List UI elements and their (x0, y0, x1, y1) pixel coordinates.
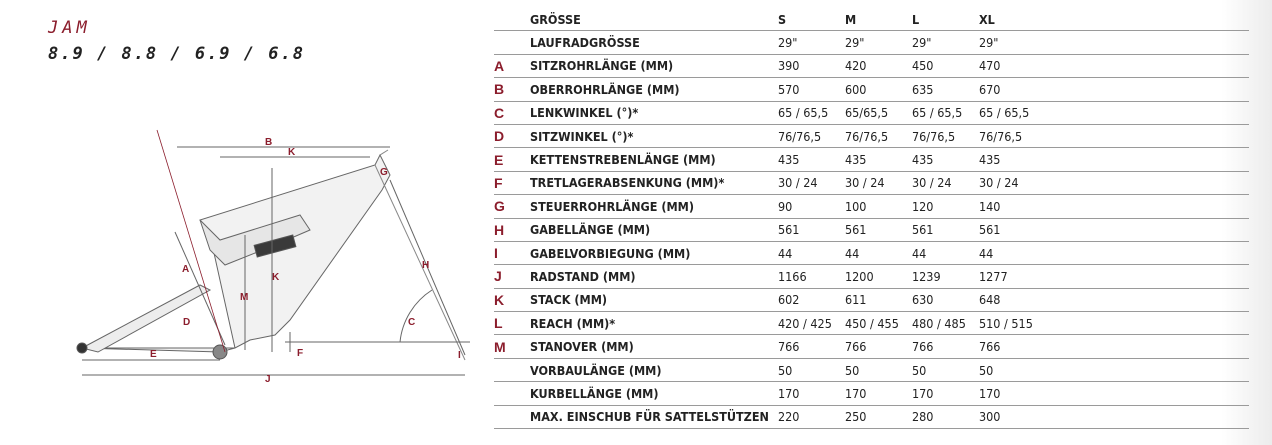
row-letter: G (494, 195, 530, 218)
row-value-m: 561 (845, 218, 912, 241)
row-label: KETTENSTREBENLÄNGE (MM) (530, 148, 778, 171)
row-value-m: 600 (845, 78, 912, 101)
row-value-xl: 1277 (979, 265, 1046, 288)
table-row (494, 382, 1249, 405)
table-row (494, 54, 1249, 77)
row-value-m: 76/76,5 (845, 124, 912, 147)
row-value-m: 766 (845, 335, 912, 358)
table-row (494, 241, 1249, 264)
row-value-s: 390 (778, 54, 845, 77)
row-value-m: 420 (845, 54, 912, 77)
table-header-row (494, 8, 1249, 31)
diagram-label-b: B (265, 137, 273, 148)
row-value-l: 480 / 485 (912, 312, 979, 335)
row-letter: B (494, 78, 530, 101)
row-letter (494, 382, 530, 405)
row-value-m: 29" (845, 31, 912, 54)
row-value-s: 76/76,5 (778, 124, 845, 147)
row-letter: C (494, 101, 530, 124)
row-value-m: 170 (845, 382, 912, 405)
row-value-l: 50 (912, 358, 979, 381)
row-value-m: 44 (845, 241, 912, 264)
row-value-m: 250 (845, 405, 912, 428)
row-letter: F (494, 171, 530, 194)
diagram-label-h: H (422, 260, 430, 271)
row-letter: E (494, 148, 530, 171)
row-letter: H (494, 218, 530, 241)
row-spacer (1046, 382, 1249, 405)
row-value-m: 65/65,5 (845, 101, 912, 124)
row-spacer (1046, 218, 1249, 241)
row-label: GABELVORBIEGUNG (MM) (530, 241, 778, 264)
row-letter: I (494, 241, 530, 264)
row-label: STACK (MM) (530, 288, 778, 311)
header-size-m: M (845, 8, 912, 31)
diagram-label-m: M (240, 292, 249, 303)
row-value-l: 65 / 65,5 (912, 101, 979, 124)
row-spacer (1046, 171, 1249, 194)
diagram-label-a: A (182, 264, 190, 275)
diagram-label-f: F (297, 348, 304, 359)
row-value-l: 280 (912, 405, 979, 428)
row-value-l: 766 (912, 335, 979, 358)
table-row (494, 124, 1249, 147)
row-value-s: 1166 (778, 265, 845, 288)
table-row (494, 101, 1249, 124)
row-value-l: 120 (912, 195, 979, 218)
row-value-xl: 470 (979, 54, 1046, 77)
row-spacer (1046, 101, 1249, 124)
row-label: LENKWINKEL (°)* (530, 101, 778, 124)
row-value-l: 630 (912, 288, 979, 311)
header-size-s: S (778, 8, 845, 31)
row-value-s: 766 (778, 335, 845, 358)
diagram-label-d: D (183, 317, 191, 328)
row-letter (494, 405, 530, 428)
row-spacer (1046, 78, 1249, 101)
row-value-xl: 50 (979, 358, 1046, 381)
row-value-l: 76/76,5 (912, 124, 979, 147)
row-spacer (1046, 335, 1249, 358)
row-letter: K (494, 288, 530, 311)
row-value-l: 435 (912, 148, 979, 171)
row-value-s: 50 (778, 358, 845, 381)
frame-geometry-diagram (60, 120, 480, 390)
row-value-xl: 510 / 515 (979, 312, 1046, 335)
table-row (494, 288, 1249, 311)
row-value-xl: 170 (979, 382, 1046, 405)
model-variants: 8.9 / 8.8 / 6.9 / 6.8 (48, 44, 305, 64)
row-value-l: 1239 (912, 265, 979, 288)
row-spacer (1046, 31, 1249, 54)
row-value-xl: 76/76,5 (979, 124, 1046, 147)
row-label: KURBELLÄNGE (MM) (530, 382, 778, 405)
row-value-l: 635 (912, 78, 979, 101)
row-spacer (1046, 195, 1249, 218)
row-value-s: 602 (778, 288, 845, 311)
geometry-table (494, 8, 1249, 429)
row-value-xl: 65 / 65,5 (979, 101, 1046, 124)
row-value-s: 65 / 65,5 (778, 101, 845, 124)
row-label: OBERROHRLÄNGE (MM) (530, 78, 778, 101)
row-value-s: 170 (778, 382, 845, 405)
table-row (494, 335, 1249, 358)
table-row (494, 78, 1249, 101)
table-row (494, 358, 1249, 381)
diagram-label-i: I (458, 350, 461, 361)
header-letter (494, 8, 530, 31)
row-value-s: 220 (778, 405, 845, 428)
table-row (494, 31, 1249, 54)
row-letter: L (494, 312, 530, 335)
row-value-l: 44 (912, 241, 979, 264)
row-label: RADSTAND (MM) (530, 265, 778, 288)
row-value-m: 435 (845, 148, 912, 171)
table-row (494, 171, 1249, 194)
row-label: SITZROHRLÄNGE (MM) (530, 54, 778, 77)
row-value-s: 90 (778, 195, 845, 218)
row-spacer (1046, 312, 1249, 335)
row-value-l: 561 (912, 218, 979, 241)
row-value-m: 30 / 24 (845, 171, 912, 194)
row-value-s: 561 (778, 218, 845, 241)
row-value-m: 611 (845, 288, 912, 311)
diagram-label-g: G (380, 167, 388, 178)
row-letter (494, 358, 530, 381)
row-spacer (1046, 405, 1249, 428)
row-label: MAX. EINSCHUB FÜR SATTELSTÜTZEN (530, 405, 778, 428)
table-row (494, 265, 1249, 288)
header-size-xl: XL (979, 8, 1046, 31)
model-name: JAM (48, 18, 91, 38)
row-value-l: 30 / 24 (912, 171, 979, 194)
row-value-m: 450 / 455 (845, 312, 912, 335)
row-value-s: 29" (778, 31, 845, 54)
row-value-xl: 29" (979, 31, 1046, 54)
row-value-xl: 648 (979, 288, 1046, 311)
row-spacer (1046, 148, 1249, 171)
row-letter: D (494, 124, 530, 147)
row-label: STEUERROHRLÄNGE (MM) (530, 195, 778, 218)
row-letter: M (494, 335, 530, 358)
row-spacer (1046, 265, 1249, 288)
diagram-label-e: E (150, 349, 157, 360)
row-label: TRETLAGERABSENKUNG (MM)* (530, 171, 778, 194)
row-label: GABELLÄNGE (MM) (530, 218, 778, 241)
row-value-s: 570 (778, 78, 845, 101)
row-label: REACH (MM)* (530, 312, 778, 335)
row-value-m: 1200 (845, 265, 912, 288)
row-value-xl: 561 (979, 218, 1046, 241)
row-spacer (1046, 358, 1249, 381)
row-value-s: 435 (778, 148, 845, 171)
diagram-label-j: J (265, 374, 271, 385)
row-value-xl: 766 (979, 335, 1046, 358)
row-letter: A (494, 54, 530, 77)
row-label: SITZWINKEL (°)* (530, 124, 778, 147)
row-value-s: 30 / 24 (778, 171, 845, 194)
row-value-xl: 44 (979, 241, 1046, 264)
row-spacer (1046, 54, 1249, 77)
row-spacer (1046, 241, 1249, 264)
row-value-xl: 670 (979, 78, 1046, 101)
row-value-s: 44 (778, 241, 845, 264)
row-value-l: 450 (912, 54, 979, 77)
table-row (494, 312, 1249, 335)
row-value-m: 100 (845, 195, 912, 218)
row-letter (494, 31, 530, 54)
diagram-label-k: K (272, 272, 280, 283)
row-value-m: 50 (845, 358, 912, 381)
diagram-label-l: K (288, 147, 296, 158)
table-row (494, 148, 1249, 171)
row-label: LAUFRADGRÖSSE (530, 31, 778, 54)
row-value-xl: 140 (979, 195, 1046, 218)
row-value-l: 29" (912, 31, 979, 54)
row-value-xl: 435 (979, 148, 1046, 171)
header-label: GRÖSSE (530, 8, 778, 31)
table-row (494, 405, 1249, 428)
table-row (494, 218, 1249, 241)
header-size-l: L (912, 8, 979, 31)
row-value-s: 420 / 425 (778, 312, 845, 335)
row-letter: J (494, 265, 530, 288)
row-spacer (1046, 288, 1249, 311)
row-spacer (1046, 124, 1249, 147)
row-label: VORBAULÄNGE (MM) (530, 358, 778, 381)
row-value-l: 170 (912, 382, 979, 405)
header-spacer (1046, 8, 1249, 31)
table-row (494, 195, 1249, 218)
row-value-xl: 30 / 24 (979, 171, 1046, 194)
diagram-label-c: C (408, 317, 416, 328)
row-label: STANOVER (MM) (530, 335, 778, 358)
row-value-xl: 300 (979, 405, 1046, 428)
